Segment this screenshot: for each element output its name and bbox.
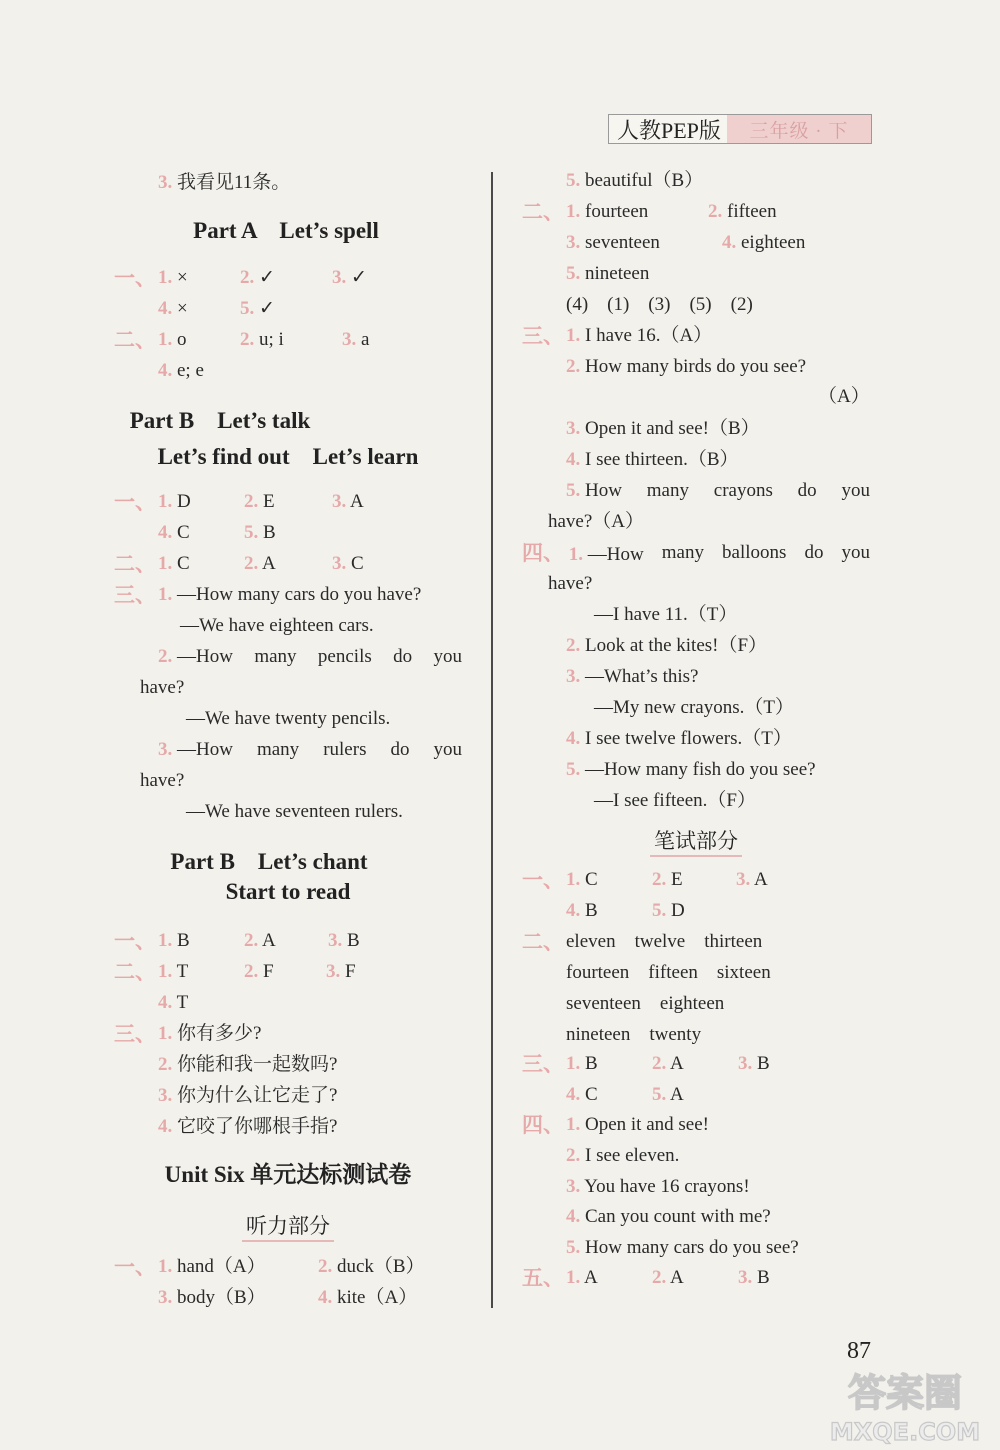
- answer-line: nineteen twenty: [566, 1024, 702, 1045]
- watermark-logo: [815, 1364, 995, 1446]
- section-heading: Start to read: [225, 879, 351, 904]
- answer-line: 2. Look at the kites!（F）: [566, 635, 768, 656]
- answer-line: 4. I see twelve flowers.（T）: [566, 728, 792, 749]
- answer-line: have?: [140, 770, 185, 791]
- answer-row: 四、 1. Open it and see!: [522, 1113, 709, 1137]
- answer-line: 3. You have 16 crayons!: [566, 1176, 750, 1197]
- answer-row: 三、 1. —How many cars do you have?: [114, 583, 422, 607]
- answer-row: 二、 1. C 2. A 3. C: [114, 552, 364, 576]
- answer-line: —We have eighteen cars.: [180, 615, 374, 636]
- answer-line: have?: [548, 573, 593, 594]
- answer-row: 一、 1. D 2. E 3. A: [114, 490, 364, 514]
- answer-line: 4. 它咬了你哪根手指?: [158, 1116, 338, 1137]
- watermark-url-text: MXQE.COM: [829, 1418, 981, 1446]
- section-heading: Part B Let’s chant: [170, 849, 368, 874]
- section-heading: Part B Let’s talk: [129, 408, 311, 433]
- answer-line: 2. How many birds do you see?: [566, 356, 807, 377]
- answer-line: 2. —How many pencils do you: [158, 646, 462, 667]
- answer-line: 2. 你能和我一起数吗?: [158, 1054, 338, 1075]
- answer-row: 三、 1. I have 16.（A）: [522, 324, 713, 348]
- answer-line: (4) (1) (3) (5) (2): [566, 294, 753, 315]
- answer-row: 二、 eleven twelve thirteen: [522, 930, 763, 954]
- answer-line: —We have twenty pencils.: [186, 708, 391, 729]
- edition-header: [608, 114, 872, 144]
- answer-row: 二、 1. fourteen 2. fifteen: [522, 200, 777, 224]
- answer-row: 三、 1. 你有多少?: [114, 1022, 262, 1046]
- answer-line: fourteen fifteen sixteen: [566, 962, 771, 983]
- answer-line: 3. —How many rulers do you: [158, 739, 462, 760]
- answer-line: —I have 11.（T）: [594, 604, 738, 625]
- unit-heading: Unit Six 单元达标测试卷: [164, 1162, 412, 1187]
- answer-row: 一、 1. × 2. ✓ 3. ✓: [114, 266, 367, 290]
- page-number: 87: [847, 1338, 871, 1364]
- answer-line: 3. 你为什么让它走了?: [158, 1085, 338, 1106]
- answer-line: 3. 我看见11条。: [158, 172, 291, 193]
- answer-line: 3. Open it and see!（B）: [566, 418, 760, 439]
- answer-line: seventeen eighteen: [566, 993, 725, 1014]
- answer-line: 5. —How many fish do you see?: [566, 759, 816, 780]
- section-subheading: 笔试部分: [522, 825, 870, 855]
- answer-line: —My new crayons.（T）: [594, 697, 794, 718]
- answer-line: （A）: [818, 386, 870, 407]
- answer-row: 一、 1. C 2. E 3. A: [522, 868, 768, 892]
- answer-line: —I see fifteen.（F）: [594, 790, 756, 811]
- grade-label: 三年级 · 下: [727, 115, 871, 143]
- answer-line: 4. Can you count with me?: [566, 1206, 771, 1227]
- answer-line: 4. I see thirteen.（B）: [566, 449, 739, 470]
- answer-line: have?: [140, 677, 185, 698]
- answer-line: have?（A）: [548, 511, 645, 532]
- section-heading: Let’s find out Let’s learn: [157, 444, 419, 469]
- watermark-main-text: 答案圈: [847, 1371, 963, 1415]
- edition-title: 人教PEP版: [617, 117, 721, 143]
- answer-line: 3. —What’s this?: [566, 666, 699, 687]
- answer-line: 5. How many crayons do you: [566, 480, 870, 501]
- answer-row: 一、 1. hand（A） 2. duck（B）: [114, 1255, 425, 1279]
- answer-line: 5. How many cars do you see?: [566, 1237, 799, 1258]
- answer-row: 二、 1. T 2. F 3. F: [114, 960, 356, 984]
- column-divider: [491, 172, 493, 1308]
- answer-page: 人教PEP版 三年级 · 下 3. 我看见11条。 Part A Let’s spell 一、 1. × 2. ✓ 3. ✓ 4. × 5. ✓ 二、 1. o 2. u; i 3. a 4. e; e Part B Let’s talk Let’s find out Let’s learn 一、 1. D 2. E 3. A 4. C 5. B 二、 1. C 2. A 3. C 三、 1. —How many cars do you have? —We have eighteen cars. 2. —How many pencils do you have? —We have twenty pencils. 3. —How many rulers do you have? —We have seventeen rulers. Part B Let’s chant Start to read 一、 1. B 2. A 3. B 二、 1. T 2. F 3. F 4. T 三、 1. 你有多少? 2. 你能和我一起数吗? 3. 你为什么让它走了? 4. 它咬了你哪根手指? Unit Six 单元达标测试卷 听力部分 一、 1. hand（A） 2. duck（B） 3. body（B） 4. kite（A） 5. beautiful（B） 二、 1. fourteen 2. fifteen 3. seventeen 4. eighteen 5. nineteen (4) (1) (3) (5) (2) 三、 1. I have 16.（A） 2. How many birds do you see? （A） 3. Open it and see!（B） 4. I see thirteen.（B） 5. How many crayons do you have?（A） 四、 1. —How many balloons do you have? —I have 11.（T） 2. Look at the kites!（F） 3. —What’s this? —My new crayons.（T） 4. I see twelve flowers.（T） 5. —How many fish do you see? —I see fifteen.（F） 笔试部分 一、 1. C 2. E 3. A 4. B 5. D 二、 eleven twelve thirteen fourteen fifteen sixteen seventeen eighteen nineteen twenty 三、 1. B 2. A 3. B 4. C 5. A 四、 1. Open it and see! 2. I see eleven. 3. You have 16 crayons! 4. Can you count with me? 5. How many cars do you see? 五、 1. A 2. A 3. B 87 答案圈 MXQE.COM: [0, 0, 1000, 1450]
- answer-row: 一、 1. B 2. A 3. B: [114, 929, 360, 953]
- answer-line: 5. beautiful（B）: [566, 170, 704, 191]
- section-heading: Part A Let’s spell: [193, 218, 379, 243]
- answer-line: 5. nineteen: [566, 263, 650, 284]
- answer-line: 2. I see eleven.: [566, 1145, 680, 1166]
- answer-line: —We have seventeen rulers.: [186, 801, 403, 822]
- answer-line: 四、 1. —How many balloons do you: [522, 541, 870, 565]
- answer-row: 五、 1. A 2. A 3. B: [522, 1266, 770, 1290]
- answer-row: 三、 1. B 2. A 3. B: [522, 1052, 770, 1076]
- answer-row: 二、 1. o 2. u; i 3. a: [114, 328, 370, 352]
- section-subheading: 听力部分: [114, 1210, 462, 1240]
